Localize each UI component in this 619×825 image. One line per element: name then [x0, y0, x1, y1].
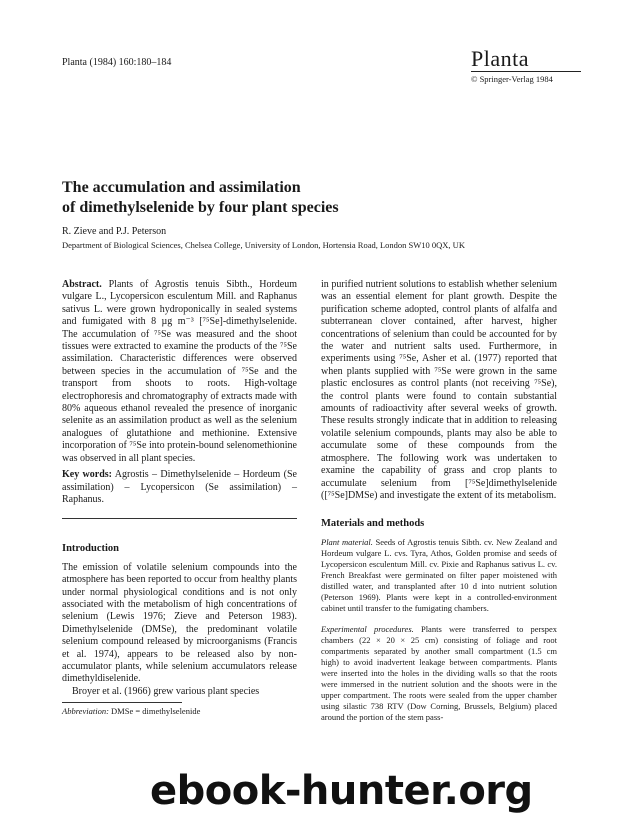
introduction-heading: Introduction [62, 543, 119, 555]
article-title [62, 178, 532, 218]
plant-material-label: Plant material. [321, 536, 373, 547]
introduction-continued: in purified nutrient solutions to establish whether selenium was an essential element for plant growth. Despite the purification scheme adopted, control plants of alfalfa and subterranean clover contained, after harvest, higher concentrations of selenium than could be accounted for by the water and nutrient salts used. Furthermore, in experiments using ⁷⁵Se, Asher et al. (1977) reported that when plants supplied with ⁷⁵Se were grown in the same plastic enclosures as control plants (not receiving ⁷⁵Se), the control plants were found to contain substantial amounts of radioactivity after several weeks of growth. These results strongly indicate that in addition to releasing volatile selenium compounds, plants may also be able to accumulate some of these compounds from the atmosphere. The following work was undertaken to examine the capability of grass and crop plants to accumulate selenium from [⁷⁵Se]dimethylselenide ([⁷⁵Se]DMSe) and investigate the extent of its metabolism. [321, 279, 557, 501]
publisher-copyright: © Springer-Verlag 1984 [471, 74, 553, 84]
procedures-paragraph [321, 624, 557, 723]
journal-name: Planta [471, 48, 581, 72]
article-title-line-2: of dimethylselenide by four plant species [62, 199, 339, 216]
plant-material-text: Seeds of Agrostis tenuis Sibth. cv. New Zealand and Hordeum vulgare L. cvs. Tyra, Athos, Golden promise and seeds of Lycopersicon esculentum Mill. cv. Pixie and Raphanus sativus L. cv. French Breakfast were germinated on filter paper moistened with distilled water, and transplanted after 10 d into nutrient solution (Peterson 1969). Plants were kept in a controlled-environment cabinet until transfer to the fumigating chambers. [321, 536, 557, 613]
left-column [62, 279, 297, 718]
abstract-label: Abstract. [62, 279, 102, 290]
methods-heading: Materials and methods [321, 518, 425, 530]
abbreviation-text: DMSe = dimethylselenide [111, 706, 201, 717]
procedures-label: Experimental procedures. [321, 623, 414, 634]
abbreviation-label: Abbreviation: [62, 706, 109, 717]
section-divider [62, 518, 297, 519]
keywords-label: Key words: [62, 469, 112, 481]
right-column [321, 279, 557, 723]
procedures-text: Plants were transferred to perspex chambers (22 × 20 × 25 cm) consisting of foliage and root compartments separated by another small compartment (1.5 cm high) to avoid inadvertent leakage between compartments. Plants were inserted into the holes in the dividing walls so that the roots were immersed in the nutrient solution and the shoots were in the upper compartment. The roots were sealed from the upper chamber using silastic 738 RTV (Dow Corning, Brussels, Belgium) placed around the portion of the stem pass- [321, 623, 557, 722]
abstract [62, 279, 297, 465]
abbreviation-footnote [62, 702, 201, 717]
plant-material-paragraph [321, 537, 557, 614]
journal-masthead [471, 48, 581, 84]
keywords [62, 469, 297, 506]
abstract-text: Plants of Agrostis tenuis Sibth., Hordeum vulgare L., Lycopersicon esculentum Mill. and Raphanus sativus L. were grown hydroponically in sealed systems and fumigated with 8 µg m⁻³ [⁷⁵Se]-dimethylselenide. The accumulation of ⁷⁵Se was measured and the shoot tissues were extracted to examine the products of the ⁷⁵Se assimilation. Characteristic differences were observed between species in the accumulation of ⁷⁵Se and the transport from shoots to roots. High-voltage electrophoresis and chromatography of extracts made with 80% aqueous ethanol revealed the presence of inorganic selenite as an assimilation product as well as the selenium analogues of glutathione and methionine. Extensive incorporation of ⁷⁵Se into protein-bound selenomethionine was observed in all plant species. [62, 279, 297, 464]
author-affiliation: Department of Biological Sciences, Chelsea College, University of London, Hortensia Road, London SW10 0QX, UK [62, 240, 465, 250]
article-title-line-1: The accumulation and assimilation [62, 179, 301, 196]
watermark-text: ebook-hunter.org [150, 768, 533, 814]
keywords-text: Agrostis – Dimethylselenide – Hordeum (Se assimilation) – Lycopersicon (Se assimilation) – Raphanus. [62, 469, 297, 505]
article-authors: R. Zieve and P.J. Peterson [62, 226, 167, 237]
introduction-paragraph-1: The emission of volatile selenium compounds into the atmosphere has been reported to occur from healthy plants under normal physiological conditions and is not only associated with the metabolism of high concentrations of selenium (Lewis 1976; Zieve and Peterson 1983). Dimethylselenide (DMSe), the predominant volatile selenium compound released by microorganisms (Francis et al. 1974), appears to be released also by non-accumulator plants, while selenium accumulators release dimethyldiselenide. [62, 561, 297, 685]
journal-citation: Planta (1984) 160:180–184 [62, 57, 172, 68]
introduction-paragraph-2: Broyer et al. (1966) grew various plant species [72, 685, 260, 697]
